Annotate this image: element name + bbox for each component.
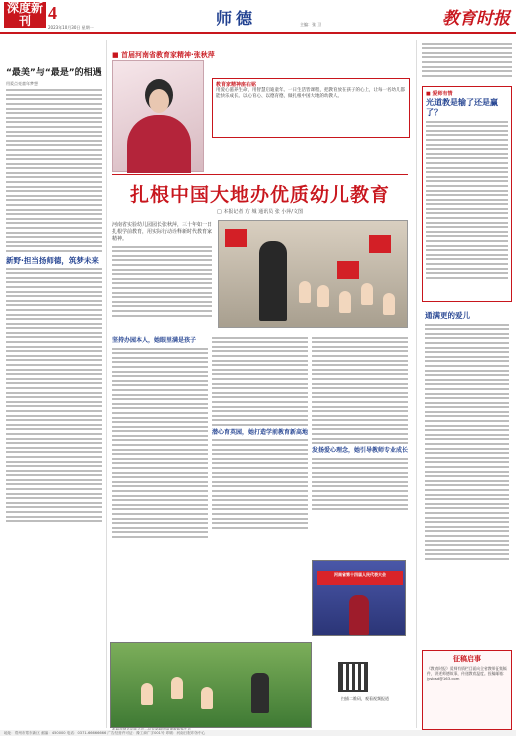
main-headline: 扎根中国大地办优质幼儿教育 xyxy=(129,185,390,206)
qr-code-icon[interactable] xyxy=(338,662,368,692)
column-divider xyxy=(416,40,417,728)
headline-rule xyxy=(112,174,408,175)
issue-date: 2023年10月30日 星期一 xyxy=(48,25,94,30)
kids-garden-photo xyxy=(110,642,312,728)
intro-paragraph: 河南省实验幼儿园园长张秋萍，三十年如一日扎根学前教育，用实际行动诠释新时代教育家精神。 xyxy=(112,222,212,319)
masthead-label: 深度新刊 xyxy=(4,2,46,28)
section-title: 师德 xyxy=(216,9,257,28)
portrait-photo xyxy=(112,60,204,172)
left-subline: 用爱点亮童年梦想 xyxy=(6,81,38,86)
subhead-2: 潜心育英园，她打造学前教育新高地 xyxy=(212,428,309,436)
ad-title: 征稿启事 xyxy=(453,655,481,663)
subhead-3: 发扬爱心理念，她引导教师专业成长 xyxy=(312,447,409,455)
masthead xyxy=(0,0,516,34)
left-body-text-2 xyxy=(6,268,102,523)
series-tag: ■ 首届河南省教育家精神·张秋萍 xyxy=(112,51,215,59)
right-feature-box xyxy=(422,86,512,302)
left-headline: “最美”与“最是”的相遇 xyxy=(6,68,102,78)
page-number: 4 xyxy=(48,3,57,23)
right-title: 光道教是输了还是赢了？ xyxy=(426,98,498,117)
footer-bar: 地址：郑州市郑东新区 邮编：450000 电话：0371-66666666 广告经营许可证：豫工商广字001号 印刷：河南日报印务中心 xyxy=(0,730,516,736)
main-photo xyxy=(218,220,408,328)
subhead-1: 坚持办园本人，她眼里满是孩子 xyxy=(112,337,197,344)
quote-box xyxy=(212,78,410,138)
right-top-text xyxy=(422,43,512,77)
left-mini-title: 新野·担当扬师德，筑梦未来 xyxy=(6,255,99,265)
column-divider xyxy=(106,40,107,728)
left-column xyxy=(6,68,102,525)
right-tag: ■ 爱师有情 xyxy=(426,91,453,97)
byline: □ 本报记者 方 城 通讯员 张 小萍/文图 xyxy=(217,209,303,215)
qr-caption: 扫描二维码，观看视频报道 xyxy=(341,696,389,701)
call-for-submissions-box xyxy=(422,650,512,730)
body-column-1 xyxy=(112,334,208,541)
ad-text: 《教育时报》爱师有情栏目面向全省教师征集稿件，讲述师德故事，传递教育温度。投稿邮箱：jysbsd@163.com xyxy=(427,666,507,682)
quote-text: 用爱心滋养生命，用智慧启迪童年。一日生活皆课程，把教育放在孩子的心上，让每一名幼儿都能快乐成长。以心育心、以德育德，做扎根中国大地的幼教人。 xyxy=(216,88,405,100)
editor-line: 主编：张 卫 xyxy=(300,22,322,27)
body-column-3 xyxy=(312,334,408,513)
right-section-title: 通满更的爱儿 xyxy=(425,311,470,320)
right-column xyxy=(422,40,512,730)
stage-banner: 河南省第十四届人民代表大会 xyxy=(317,571,403,585)
body-column-2 xyxy=(212,334,308,531)
left-body-text xyxy=(6,89,102,252)
quote-title: 教育家精神座右铭 xyxy=(216,82,257,88)
newspaper-logo: 教育时报 xyxy=(442,9,510,28)
stage-photo xyxy=(312,560,406,636)
right-section-2 xyxy=(422,310,512,562)
